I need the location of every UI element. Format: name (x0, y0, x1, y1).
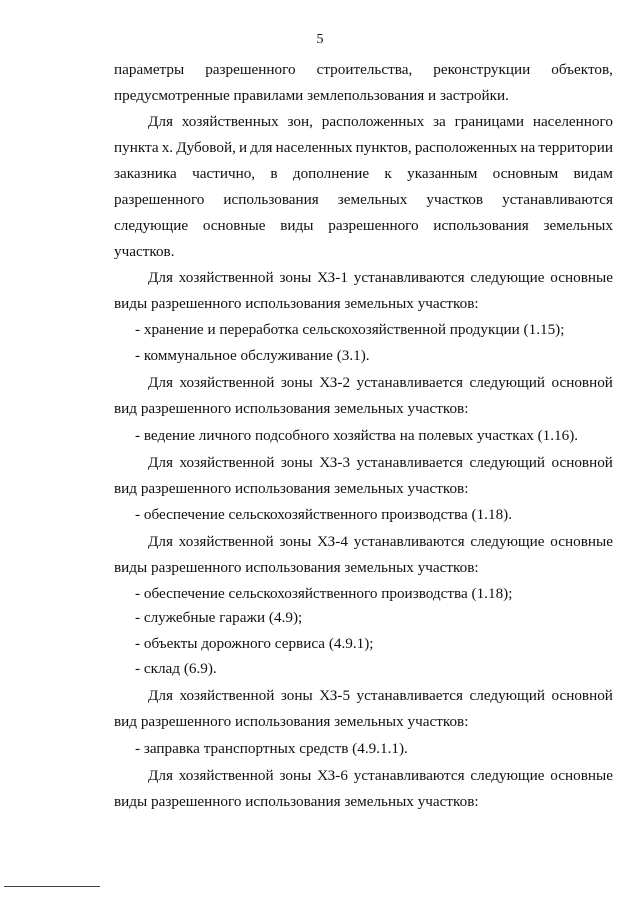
word: участков (426, 191, 484, 208)
word: строительства, (316, 61, 413, 78)
text-line: вид разрешенного использования земельных участков: (114, 400, 469, 417)
word: х. (161, 139, 174, 156)
text-line (114, 60, 613, 80)
word: в (270, 165, 278, 182)
text-line: - склад (6.9). (135, 660, 217, 677)
word: устанавливаются (353, 767, 465, 784)
word: основной (551, 374, 613, 391)
word: зоны (280, 454, 313, 471)
word: указанным (407, 165, 478, 182)
text-line (114, 216, 613, 236)
word: устанавливается (356, 454, 463, 471)
word: ХЗ-1 (317, 269, 348, 286)
word: зоны (279, 533, 312, 550)
word: видам (573, 165, 613, 182)
word: Для (148, 113, 173, 130)
word: следующий (469, 454, 545, 471)
word: основным (492, 165, 559, 182)
word: объектов, (551, 61, 613, 78)
word: расположенных (414, 139, 518, 156)
word: зон, (287, 113, 313, 130)
text-line: - служебные гаражи (4.9); (135, 609, 303, 626)
word: устанавливается (356, 687, 463, 704)
word: хозяйственной (178, 269, 274, 286)
word: основные (550, 767, 613, 784)
text-line: виды разрешенного использования земельных участков: (114, 793, 479, 810)
word: устанавливается (356, 374, 463, 391)
text-line (114, 138, 613, 158)
word: населенного (532, 113, 613, 130)
text-line (148, 268, 613, 288)
word: расположенных (321, 113, 425, 130)
word: разрешенного (114, 191, 205, 208)
word: разрешенного (205, 61, 296, 78)
word: хозяйственной (179, 374, 275, 391)
word: разрешенного (328, 217, 419, 234)
word: зоны (279, 767, 312, 784)
text-line: виды разрешенного использования земельных участков: (114, 295, 479, 312)
word: хозяйственных (181, 113, 279, 130)
text-line: вид разрешенного использования земельных участков: (114, 480, 469, 497)
word: к (384, 165, 392, 182)
word: земельных (543, 217, 613, 234)
word: за (433, 113, 446, 130)
text-line: участков. (114, 243, 175, 260)
word: хозяйственной (179, 687, 275, 704)
word: на (520, 139, 536, 156)
word: основные (202, 217, 266, 234)
text-line (148, 373, 613, 393)
word: зоны (280, 687, 313, 704)
word: устанавливаются (353, 533, 465, 550)
text-line (148, 112, 613, 132)
text-line: вид разрешенного использования земельных участков: (114, 713, 469, 730)
word: заказника (114, 165, 177, 182)
word: хозяйственной (179, 454, 275, 471)
word: земельных (337, 191, 408, 208)
word: следующий (469, 687, 545, 704)
text-line: - обеспечение сельскохозяйственного производства (1.18). (135, 506, 513, 523)
word: территории (538, 139, 613, 156)
word: для (250, 139, 273, 156)
text-line (148, 532, 613, 552)
word: следующие (470, 269, 545, 286)
word: дополнение (292, 165, 370, 182)
footer-rule (4, 886, 100, 887)
word: основные (550, 533, 613, 550)
word: основной (551, 687, 613, 704)
text-line: - обеспечение сельскохозяйственного производства (1.18); (135, 585, 513, 602)
word: следующие (470, 767, 545, 784)
word: следующие (114, 217, 189, 234)
text-line: - коммунальное обслуживание (3.1). (135, 347, 370, 364)
word: Для (148, 454, 173, 471)
word: Для (148, 533, 173, 550)
word: хозяйственной (178, 533, 274, 550)
word: частично, (192, 165, 256, 182)
word: следующие (470, 533, 545, 550)
text-line (114, 190, 613, 210)
text-line: виды разрешенного использования земельных участков: (114, 559, 479, 576)
text-line: - ведение личного подсобного хозяйства на полевых участках (1.16). (135, 427, 579, 444)
text-line: - объекты дорожного сервиса (4.9.1); (135, 635, 374, 652)
word: зоны (280, 374, 313, 391)
word: основные (550, 269, 613, 286)
text-line (114, 164, 613, 184)
word: устанавливаются (353, 269, 465, 286)
text-line: - заправка транспортных средств (4.9.1.1). (135, 740, 408, 757)
word: населенных (275, 139, 353, 156)
text-line: предусмотренные правилами землепользования и застройки. (114, 87, 509, 104)
text-line (148, 766, 613, 786)
word: пункта (114, 139, 159, 156)
word: ХЗ-2 (319, 374, 351, 391)
word: основной (551, 454, 613, 471)
text-line: - хранение и переработка сельскохозяйственной продукции (1.15); (135, 321, 565, 338)
text-line (148, 686, 613, 706)
text-line (148, 453, 613, 473)
word: следующий (469, 374, 545, 391)
word: Для (148, 687, 173, 704)
word: зоны (279, 269, 312, 286)
word: Для (148, 767, 173, 784)
word: пунктов, (355, 139, 412, 156)
word: использования (223, 191, 319, 208)
word: виды (280, 217, 314, 234)
word: Дубовой, (176, 139, 236, 156)
word: ХЗ-4 (317, 533, 348, 550)
word: ХЗ-3 (319, 454, 351, 471)
page-number: 5 (316, 32, 324, 47)
word: ХЗ-5 (319, 687, 351, 704)
word: границами (454, 113, 525, 130)
word: параметры (114, 61, 185, 78)
word: Для (148, 374, 173, 391)
word: устанавливаются (502, 191, 613, 208)
word: хозяйственной (178, 767, 274, 784)
word: использования (433, 217, 529, 234)
word: реконструкции (433, 61, 531, 78)
word: ХЗ-6 (317, 767, 348, 784)
word: Для (148, 269, 173, 286)
word: и (238, 139, 248, 156)
